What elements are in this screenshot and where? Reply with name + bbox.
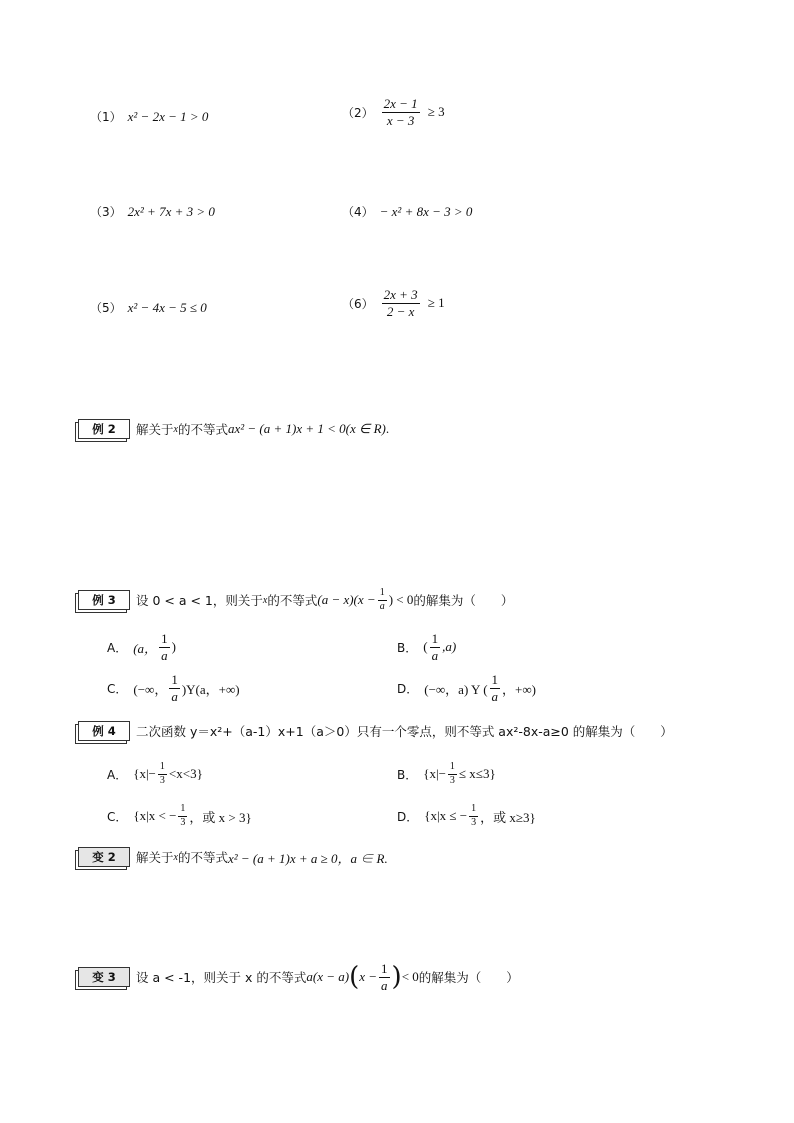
problem-3 [90,203,215,220]
variant-tag: 变 3 [78,967,130,987]
problem-number: （3） [90,205,122,219]
fraction: $\frac{1}{3}$ [471,803,477,828]
fraction: $\frac{1}{a}$ [491,672,499,704]
variant-3: 变 3 设 a < -1，则关于 x 的不等式 a(x − a) ( x − $\frac{1}{a}$ ) < 0 的解集为（ ） [78,962,519,992]
variant-tag: 变 2 [78,847,130,867]
problem-number: （1） [90,110,122,124]
fraction: $\frac{1}{a}$ [161,631,168,663]
problem-number: （2） [342,105,374,120]
option-d[interactable]: D． {x|x ≤ − $\frac{1}{3}$ ，或 x≥3} [397,803,536,828]
fraction: $\frac{1}{3}$ [159,761,165,786]
problem-expression: x² − 2x − 1 > 0 [127,108,209,124]
fraction: $\frac{2x - 1}{x - 3}$ [383,96,418,128]
problem-expression: x² − 4x − 5 ≤ 0 [127,299,207,315]
problem-expression: − x² + 8x − 3 > 0 [379,203,473,219]
fraction: $\frac{1}{a}$ [431,631,439,663]
fraction: $\frac{1}{a}$ [381,961,388,993]
problem-1 [90,108,208,125]
option-c[interactable]: C． {x|x < − $\frac{1}{3}$ ，或 x > 3} [107,803,252,828]
option-d[interactable]: D． (−∞，a) Y ( $\frac{1}{a}$ ，+∞) [397,672,536,704]
problem-number: （4） [342,205,374,219]
variant-2: 变 2 解关于 x 的不等式 x² − (a + 1)x + a ≥ 0，a ∈ R. [78,847,388,867]
example-tag: 例 3 [78,590,130,610]
option-c[interactable]: C． (−∞， $\frac{1}{a}$ )Y(a，+∞) [107,672,240,704]
problem-number: （5） [90,301,122,315]
fraction: $\frac{1}{3}$ [180,803,186,828]
example-tag: 例 4 [78,721,130,741]
problem-number: （6） [342,296,374,311]
example-tag: 例 2 [78,419,130,439]
fraction: $\frac{1}{3}$ [449,761,455,786]
problem-5 [90,299,207,316]
option-a[interactable]: A． {x|− $\frac{1}{3}$ <x<3} [107,761,203,786]
option-b[interactable]: B． {x|− $\frac{1}{3}$ ≤ x≤3} [397,761,496,786]
option-b[interactable]: B． ( $\frac{1}{a}$ ,a) [397,631,457,663]
problem-6: （6） $\frac{2x + 3}{2 - x}$ ≥ 1 [342,287,445,319]
problem-2: （2） $\frac{2x - 1}{x - 3}$ ≥ 3 [342,96,445,128]
fraction: $\frac{1}{a}$ [379,587,385,612]
problem-expression: 2x² + 7x + 3 > 0 [127,203,215,219]
example-3: 例 3 设 0 < a < 1，则关于 x 的不等式 (a − x)(x − $\frac{1}{a}$ ) < 0 的解集为（ ） [78,588,513,612]
example-2: 例 2 解关于 x 的不等式 ax² − (a + 1)x + 1 < 0(x ∈ R) . [78,419,389,439]
fraction: $\frac{1}{a}$ [171,672,178,704]
fraction: $\frac{2x + 3}{2 - x}$ [383,287,418,319]
example-4: 例 4 二次函数 y＝x²+（a-1）x+1（a＞0）只有一个零点，则不等式 ax²-8x-a≥0 的解集为（ ） [78,721,673,741]
problem-4 [342,203,472,220]
option-a[interactable]: A． (a， $\frac{1}{a}$ ) [107,631,176,663]
